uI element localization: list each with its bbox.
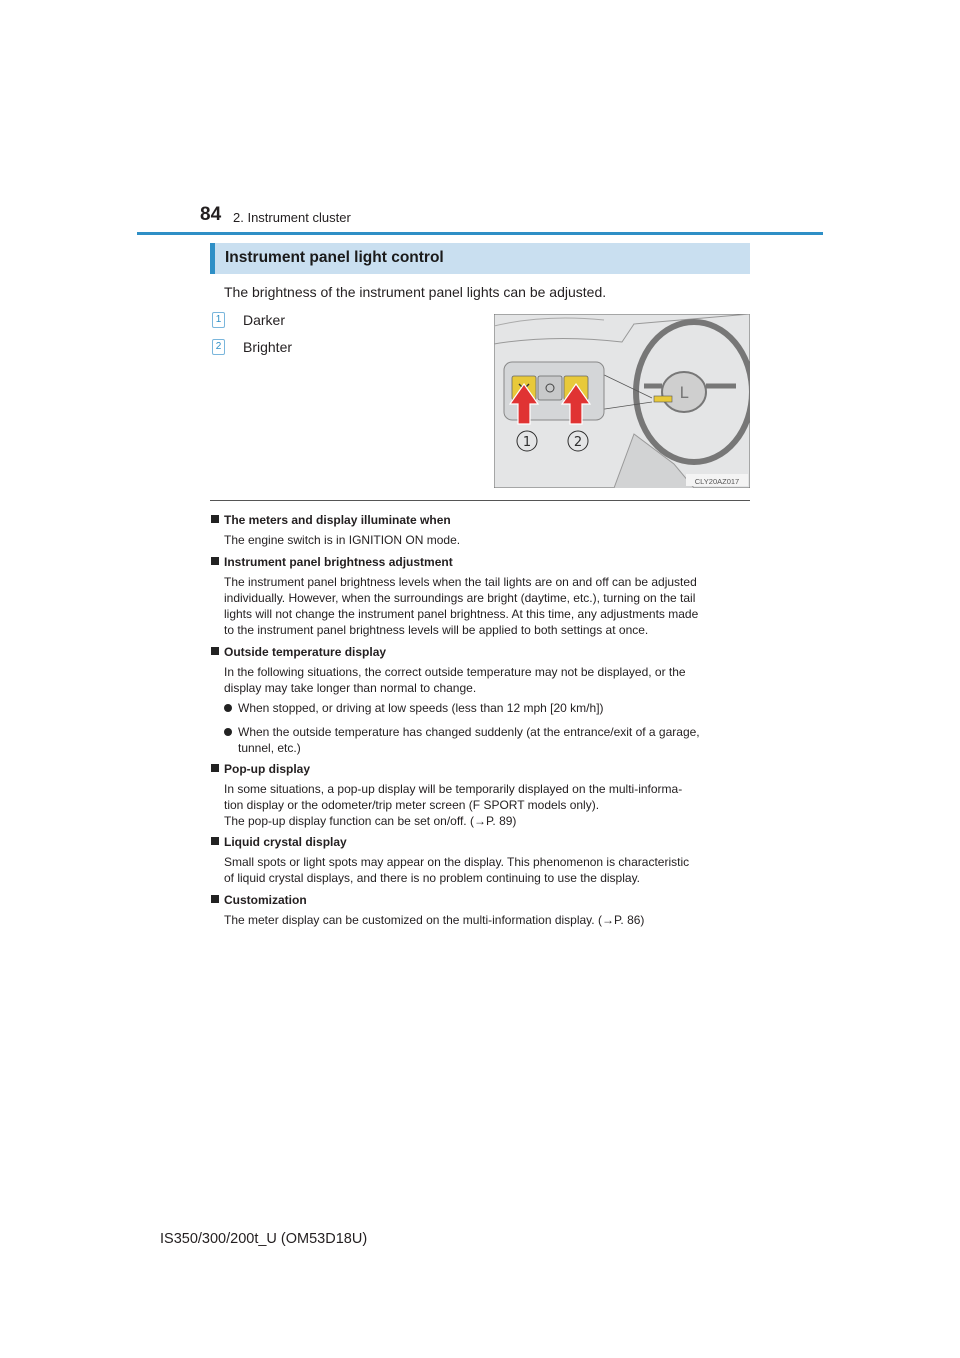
note-heading	[211, 555, 453, 569]
callout-2: 2	[573, 435, 583, 450]
note-body-line: The pop-up display function can be set on/off. (→P. 89)	[224, 814, 517, 828]
note-body-line: The instrument panel brightness levels when the tail lights are on and off can be adjusted	[224, 575, 697, 589]
note-body-line: display may take longer than normal to change.	[224, 681, 477, 695]
note-body-line: lights will not change the instrument panel brightness. At this time, any adjustments made	[224, 607, 699, 621]
square-bullet-icon	[211, 837, 219, 845]
steering-switch-illustration	[494, 314, 750, 488]
item-number-2: 2	[212, 339, 225, 355]
item-number-1: 1	[212, 312, 225, 328]
circle-bullet-icon	[224, 704, 232, 712]
switch-location-marker	[654, 396, 672, 402]
square-bullet-icon	[211, 557, 219, 565]
note-title: The meters and display illuminate when	[224, 513, 451, 527]
note-heading	[211, 893, 307, 907]
note-heading	[211, 762, 310, 776]
square-bullet-icon	[211, 895, 219, 903]
page-number: 84	[200, 204, 222, 225]
note-body-line: individually. However, when the surroundings are bright (daytime, etc.), turning on the tail	[224, 591, 696, 605]
square-bullet-icon	[211, 647, 219, 655]
chapter-title: 2. Instrument cluster	[233, 210, 351, 225]
square-bullet-icon	[211, 515, 219, 523]
figure-code: CLY20AZ017	[694, 477, 740, 486]
note-body-line: tion display or the odometer/trip meter screen (F SPORT models only).	[224, 798, 600, 812]
section-divider	[210, 500, 750, 501]
note-body-line: In the following situations, the correct outside temperature may not be displayed, or the	[224, 665, 686, 679]
item-label-darker: Darker	[243, 312, 286, 328]
note-heading	[211, 645, 386, 659]
circle-bullet-icon	[224, 728, 232, 736]
section-intro: The brightness of the instrument panel lights can be adjusted.	[224, 284, 607, 300]
note-heading	[211, 835, 347, 849]
note-body-line: of liquid crystal displays, and there is no problem continuing to use the display.	[224, 871, 641, 885]
note-body-line: In some situations, a pop-up display will be temporarily displayed on the multi-informa-	[224, 782, 683, 796]
bullet-text: tunnel, etc.)	[238, 741, 301, 755]
note-body-line: to the instrument panel brightness levels will be applied to both settings at once.	[224, 623, 649, 637]
note-title: Liquid crystal display	[224, 835, 347, 849]
reset-switch	[538, 376, 562, 400]
section-header-accent	[210, 243, 215, 274]
square-bullet-icon	[211, 764, 219, 772]
bullet-text: When the outside temperature has changed suddenly (at the entrance/exit of a garage,	[238, 725, 700, 739]
header-rule	[137, 232, 823, 235]
item-label-brighter: Brighter	[243, 339, 293, 355]
note-body-line: The engine switch is in IGNITION ON mode.	[224, 533, 461, 547]
note-title: Pop-up display	[224, 762, 311, 776]
note-heading	[211, 513, 451, 527]
note-title: Outside temperature display	[224, 645, 387, 659]
section-title: Instrument panel light control	[225, 249, 444, 266]
note-title: Customization	[224, 893, 307, 907]
callout-1: 1	[522, 435, 532, 450]
footer-model-code: IS350/300/200t_U (OM53D18U)	[160, 1231, 368, 1247]
note-body-line: Small spots or light spots may appear on the display. This phenomenon is characteristic	[224, 855, 690, 869]
svg-text:L: L	[679, 383, 689, 402]
note-title: Instrument panel brightness adjustment	[224, 555, 453, 569]
note-body-line: The meter display can be customized on the multi-information display. (→P. 86)	[224, 913, 645, 927]
bullet-text: When stopped, or driving at low speeds (less than 12 mph [20 km/h])	[238, 701, 604, 715]
